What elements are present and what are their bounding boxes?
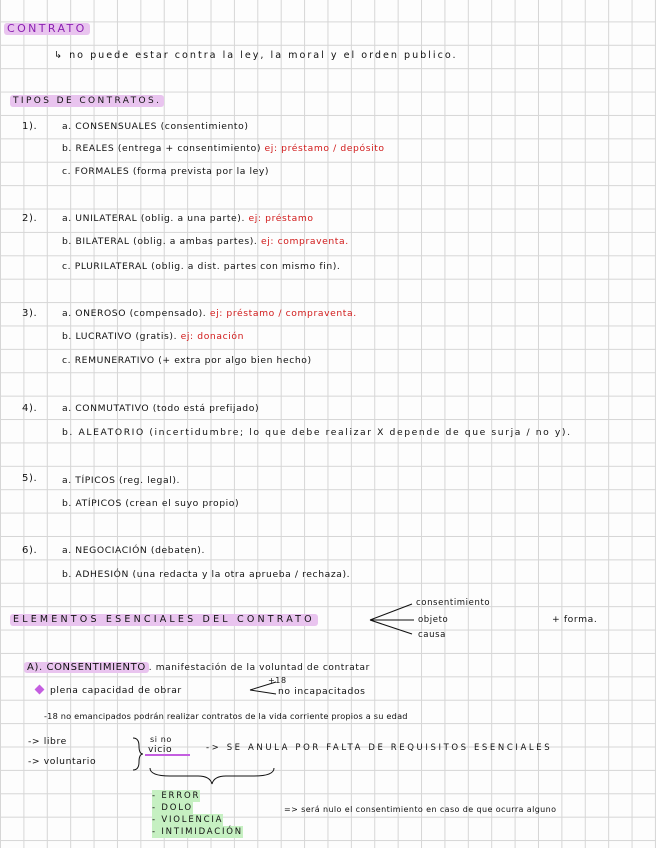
elements-heading: ELEMENTOS ESENCIALES DEL CONTRATO (10, 614, 318, 626)
element-branch: causa (418, 630, 446, 640)
element-branch: consentimiento (416, 598, 491, 608)
vicio-item: - DOLO (152, 803, 193, 813)
list-item: b. REALES (entrega + consentimiento) ej: préstamo / depósito (62, 143, 385, 154)
vicio-item: - VIOLENCIA (152, 815, 224, 825)
group-number: 5). (22, 473, 38, 484)
vicio-item: - INTIMIDACIÓN (152, 827, 243, 837)
example-text: ej: préstamo / compraventa. (209, 308, 357, 319)
minors-note: -18 no emancipados podrán realizar contratos de la vida corriente propios a su edad (44, 711, 408, 721)
list-item: a. CONSENSUALES (consentimiento) (62, 121, 249, 132)
libre-text: -> libre (28, 736, 67, 747)
example-text: ej: préstamo (248, 213, 314, 224)
list-item: b. ATÍPICOS (crean el suyo propio) (62, 498, 240, 509)
list-item: b. ADHESIÓN (una redacta y la otra aprueba / rechaza). (62, 569, 351, 580)
example-text: ej: donación (180, 331, 245, 342)
vicio-text: vicio (148, 744, 173, 755)
capacity-text: plena capacidad de obrar (50, 685, 182, 696)
types-heading: TIPOS DE CONTRATOS. (10, 95, 164, 107)
anula-text: -> SE ANULA POR FALTA DE REQUISITOS ESENCIALES (206, 743, 553, 753)
si-no-text: si no (150, 735, 172, 744)
group-number: 3). (22, 308, 38, 319)
list-item: a. ONEROSO (compensado). ej: préstamo / compraventa. (62, 308, 357, 319)
list-item: c. PLURILATERAL (oblig. a dist. partes con mismo fin). (62, 261, 341, 272)
list-item: b. BILATERAL (oblig. a ambas partes). ej: compraventa. (62, 236, 349, 247)
conclusion-note: => será nulo el consentimiento en caso de que ocurra alguno (284, 805, 557, 814)
group-number: 2). (22, 213, 38, 224)
voluntario-text: -> voluntario (28, 756, 97, 767)
list-item: a. CONMUTATIVO (todo está prefijado) (62, 403, 260, 414)
consent-heading: A). CONSENTIMIENTO . manifestación de la voluntad de contratar (24, 662, 370, 674)
page-title: CONTRATO (4, 23, 90, 35)
element-extra: + forma. (552, 614, 598, 625)
list-item: a. UNILATERAL (oblig. a una parte). ej: préstamo (62, 213, 314, 224)
example-text: ej: préstamo / depósito (264, 143, 385, 154)
vicio-item: - ERROR (152, 791, 201, 801)
element-branch: objeto (418, 615, 449, 625)
list-item: a. TÍPICOS (reg. legal). (62, 475, 181, 486)
plus18-text: +18 (268, 676, 287, 685)
list-item: c. REMUNERATIVO (+ extra por algo bien hecho) (62, 355, 312, 366)
intro-note: ↳ no puede estar contra la ley, la moral y el orden publico. (54, 50, 458, 61)
group-number: 4). (22, 403, 38, 414)
list-item: b. LUCRATIVO (gratis). ej: donación (62, 331, 245, 342)
list-item: a. NEGOCIACIÓN (debaten). (62, 545, 206, 556)
group-number: 6). (22, 545, 38, 556)
group-number: 1). (22, 121, 38, 132)
list-item: c. FORMALES (forma prevista por la ley) (62, 166, 270, 177)
no-incapacitados-text: no incapacitados (278, 686, 366, 697)
example-text: ej: compraventa. (260, 236, 349, 247)
list-item: b. ALEATORIO (incertidumbre; lo que debe realizar X depende de que surja / no y). (62, 427, 572, 438)
